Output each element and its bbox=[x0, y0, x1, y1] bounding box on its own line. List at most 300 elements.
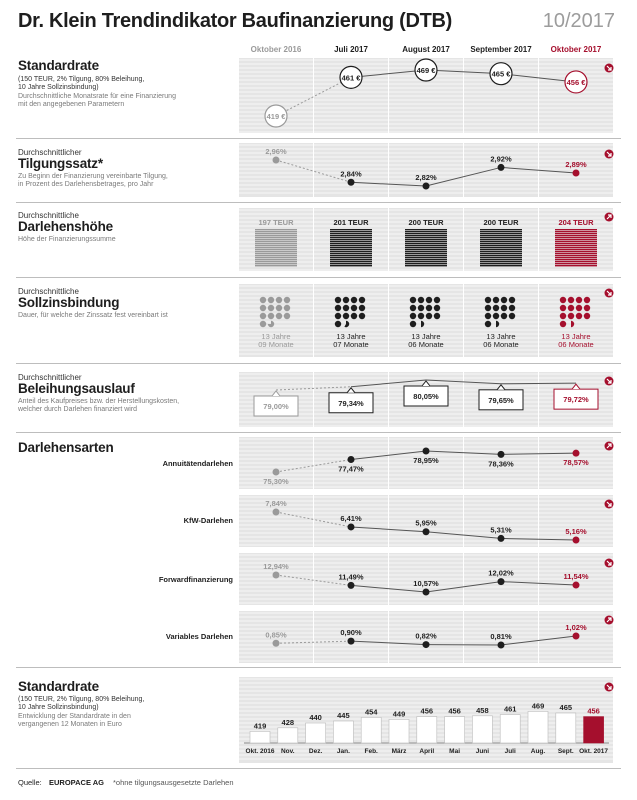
annuitaet-point-1 bbox=[348, 456, 355, 463]
sollzins-year-dot-0 bbox=[276, 305, 282, 311]
sollzins-year-dot-0 bbox=[260, 321, 266, 327]
darlehenshoehe-bar-4-line bbox=[555, 237, 597, 238]
standardrate2-bar-9 bbox=[500, 715, 520, 743]
tilgung-label-4: 2,89% bbox=[565, 160, 587, 169]
sollzins-year-dot-2 bbox=[410, 297, 416, 303]
tilgung-label-3: 2,92% bbox=[490, 154, 512, 164]
darlehenshoehe-bar-4-line bbox=[555, 235, 597, 236]
darlehenshoehe-bar-2-line bbox=[405, 235, 447, 236]
sollzins-year-dot-0 bbox=[268, 305, 274, 311]
darlehenshoehe-bar-3-line bbox=[480, 263, 522, 264]
darlehenshoehe-bar-3-line bbox=[480, 261, 522, 262]
darlehenshoehe-bar-3-line bbox=[480, 265, 522, 266]
darlehenshoehe-bar-4-line bbox=[555, 253, 597, 254]
darlehenshoehe-bar-1-line bbox=[330, 245, 372, 246]
sollzins-year-dot-3 bbox=[501, 313, 507, 319]
sollzins-years-label-1: 13 Jahre bbox=[336, 332, 366, 341]
darlehenshoehe-bar-4-line bbox=[555, 231, 597, 232]
sollzins-months-label-2: 06 Monate bbox=[408, 340, 444, 349]
standardrate2-tick-0: Okt. 2016 bbox=[245, 748, 275, 755]
variabel-point-0 bbox=[273, 640, 280, 647]
source-name: EUROPACE AG bbox=[49, 778, 105, 787]
darlehenshoehe-bar-1-line bbox=[330, 255, 372, 256]
darlehenshoehe-label-2: 200 TEUR bbox=[408, 218, 444, 227]
darlehenshoehe-bar-2-line bbox=[405, 245, 447, 246]
standardrate2-value-6: 456 bbox=[420, 706, 434, 716]
sollzins-year-dot-1 bbox=[351, 305, 357, 311]
sollzins-year-dot-4 bbox=[576, 313, 582, 319]
row-label-forward: Forwardfinanzierung bbox=[158, 575, 233, 584]
darlehenshoehe-bar-2-line bbox=[405, 261, 447, 262]
darlehenshoehe-bar-4-line bbox=[555, 261, 597, 262]
darlehenshoehe-bar-0-line bbox=[255, 231, 297, 232]
standardrate2-tick-9: Juli bbox=[504, 748, 516, 755]
tilgung-point-1 bbox=[348, 179, 355, 186]
darlehenshoehe-pre: Durchschnittliche bbox=[18, 211, 79, 220]
annuitaet-label-2: 78,95% bbox=[413, 456, 439, 465]
standardrate-label-3: 465 € bbox=[491, 69, 511, 79]
sollzins-year-dot-2 bbox=[410, 305, 416, 311]
beleihung-desc-2: welcher durch Darlehen finanziert wird bbox=[18, 406, 138, 413]
forward-point-4 bbox=[573, 582, 580, 589]
beleihung-label-0: 79,00% bbox=[263, 402, 289, 411]
forward-point-3 bbox=[498, 578, 505, 585]
sollzins-title: Sollzinsbindung bbox=[18, 295, 120, 310]
darlehenshoehe-bar-3-line bbox=[480, 259, 522, 260]
standardrate2-bar-4 bbox=[361, 717, 381, 743]
sollzins-year-dot-4 bbox=[560, 313, 566, 319]
footnote: *ohne tilgungsausgesetzte Darlehen bbox=[113, 778, 234, 787]
standardrate2-tick-10: Aug. bbox=[530, 748, 546, 755]
sollzins-desc: Dauer, für welche der Zinssatz fest vereinbart ist bbox=[18, 312, 168, 319]
darlehenshoehe-bar-1-line bbox=[330, 241, 372, 242]
sollzins-pre: Durchschnittliche bbox=[18, 287, 79, 296]
standardrate2-value-8: 458 bbox=[476, 705, 489, 715]
darlehenshoehe-bar-2-line bbox=[405, 253, 447, 254]
sollzins-months-label-1: 07 Monate bbox=[333, 340, 369, 349]
darlehenshoehe-bar-3-line bbox=[480, 229, 522, 230]
kfw-label-0: 7,84% bbox=[265, 499, 287, 508]
beleihung-label-4: 79,72% bbox=[563, 395, 589, 405]
variabel-point-3 bbox=[498, 642, 505, 649]
tilgung-point-3 bbox=[498, 164, 505, 171]
sollzins-year-dot-4 bbox=[560, 297, 566, 303]
sollzins-year-dot-1 bbox=[335, 321, 341, 327]
darlehenshoehe-label-1: 201 TEUR bbox=[333, 218, 369, 227]
darlehenshoehe-bar-0-line bbox=[255, 235, 297, 236]
standardrate2-value-7: 456 bbox=[448, 706, 461, 716]
page-title: Dr. Klein Trendindikator Baufinanzierung (DTB) bbox=[18, 10, 453, 32]
standardrate-label-2: 469 € bbox=[416, 66, 436, 75]
standardrate2-value-9: 461 bbox=[503, 704, 517, 714]
darlehenshoehe-bar-4-line bbox=[555, 259, 597, 260]
darlehenshoehe-bar-2-line bbox=[405, 229, 447, 230]
standardrate2-desc-1: Entwicklung der Standardrate in den bbox=[18, 713, 131, 720]
darlehenshoehe-bar-2-line bbox=[405, 265, 447, 266]
darlehenshoehe-bar-4-line bbox=[555, 233, 597, 234]
variabel-label-4: 1,02% bbox=[565, 623, 587, 632]
sollzins-year-dot-0 bbox=[268, 313, 274, 319]
darlehenshoehe-bar-2-line bbox=[405, 243, 447, 244]
tilgung-pre: Durchschnittlicher bbox=[18, 148, 82, 157]
column-header-sep-2017: September 2017 bbox=[470, 45, 532, 54]
sollzins-year-dot-4 bbox=[568, 305, 574, 311]
darlehenshoehe-bar-0-line bbox=[255, 243, 297, 244]
forward-label-4: 11,54% bbox=[563, 572, 589, 582]
darlehenshoehe-bar-3-line bbox=[480, 237, 522, 238]
standardrate2-tick-12: Okt. 2017 bbox=[579, 748, 609, 755]
sollzins-year-dot-4 bbox=[568, 313, 574, 319]
tilgung-label-2: 2,82% bbox=[415, 173, 437, 182]
sollzins-year-dot-0 bbox=[284, 313, 290, 319]
sollzins-year-dot-4 bbox=[560, 305, 566, 311]
darlehenshoehe-bar-1-line bbox=[330, 263, 372, 264]
beleihung-title: Beleihungsauslauf bbox=[18, 381, 135, 396]
darlehenshoehe-bar-1-line bbox=[330, 239, 372, 240]
row-label-variabel: Variables Darlehen bbox=[165, 632, 233, 641]
beleihung-line-segment-3 bbox=[501, 383, 576, 384]
darlehenshoehe-bar-3-line bbox=[480, 253, 522, 254]
darlehenshoehe-bar-1-line bbox=[330, 249, 372, 250]
sollzins-year-dot-3 bbox=[501, 305, 507, 311]
sollzins-year-dot-2 bbox=[418, 297, 424, 303]
sollzins-year-dot-2 bbox=[410, 313, 416, 319]
sollzins-year-dot-3 bbox=[493, 297, 499, 303]
standardrate-label-0: 419 € bbox=[266, 112, 286, 121]
sollzins-year-dot-2 bbox=[410, 321, 416, 327]
sollzins-years-label-4: 13 Jahre bbox=[561, 332, 591, 341]
darlehenshoehe-bar-3-line bbox=[480, 249, 522, 250]
tilgung-point-2 bbox=[423, 183, 430, 190]
darlehenshoehe-bar-4-line bbox=[555, 241, 597, 242]
sollzins-months-label-3: 06 Monate bbox=[483, 340, 519, 349]
column-header-jul-2017: Juli 2017 bbox=[334, 45, 368, 54]
standardrate2-tick-1: Nov. bbox=[280, 748, 295, 755]
sollzins-year-dot-3 bbox=[501, 297, 507, 303]
darlehenshoehe-bar-3-line bbox=[480, 257, 522, 258]
sollzins-year-dot-3 bbox=[509, 297, 515, 303]
darlehenshoehe-bar-1-line bbox=[330, 235, 372, 236]
standardrate-desc-2: mit den angegebenen Parametern bbox=[18, 101, 125, 108]
darlehenshoehe-bar-0-line bbox=[255, 255, 297, 256]
source-label: Quelle: bbox=[18, 778, 42, 787]
darlehensarten-title: Darlehensarten bbox=[18, 440, 114, 455]
sollzins-year-dot-3 bbox=[485, 305, 491, 311]
variabel-label-2: 0,82% bbox=[415, 631, 437, 641]
standardrate2-value-1: 428 bbox=[281, 717, 295, 727]
standardrate2-sub-2: 10 Jahre Sollzinsbindung) bbox=[18, 704, 99, 711]
beleihung-pre: Durchschnittlicher bbox=[18, 373, 82, 382]
variabel-label-0: 0,85% bbox=[265, 630, 287, 640]
darlehenshoehe-bar-0-line bbox=[255, 247, 297, 248]
darlehenshoehe-bar-0-line bbox=[255, 237, 297, 238]
darlehenshoehe-bar-2-line bbox=[405, 241, 447, 242]
darlehenshoehe-bar-4-line bbox=[555, 247, 597, 248]
darlehenshoehe-bar-4-line bbox=[555, 239, 597, 240]
sollzins-year-dot-2 bbox=[426, 297, 432, 303]
sollzins-year-dot-1 bbox=[343, 313, 349, 319]
darlehenshoehe-bar-3-line bbox=[480, 241, 522, 242]
standardrate2-tick-8: Juni bbox=[475, 748, 490, 755]
sollzins-year-dot-4 bbox=[576, 297, 582, 303]
standardrate2-bar-2 bbox=[306, 723, 326, 743]
tilgung-point-0 bbox=[273, 157, 280, 164]
standardrate2-value-2: 440 bbox=[309, 713, 322, 722]
forward-label-0: 12,94% bbox=[263, 562, 289, 571]
sollzins-year-dot-2 bbox=[434, 313, 440, 319]
sollzins-year-dot-0 bbox=[260, 305, 266, 311]
sollzins-year-dot-1 bbox=[343, 297, 349, 303]
standardrate2-bar-3 bbox=[333, 721, 353, 743]
darlehenshoehe-bar-0-line bbox=[255, 249, 297, 250]
row-label-annuitaet: Annuitätendarlehen bbox=[162, 459, 233, 468]
darlehenshoehe-bar-4-line bbox=[555, 243, 597, 244]
standardrate2-value-12: 456 bbox=[587, 706, 600, 716]
darlehenshoehe-bar-4-line bbox=[555, 263, 597, 264]
beleihung-desc-1: Anteil des Kaufpreises bzw. der Herstellungskosten, bbox=[18, 398, 180, 405]
sollzins-year-dot-3 bbox=[509, 313, 515, 319]
darlehenshoehe-bar-4-line bbox=[555, 265, 597, 266]
variabel-label-3: 0,81% bbox=[490, 632, 512, 641]
darlehenshoehe-bar-2-line bbox=[405, 233, 447, 234]
sollzins-months-label-4: 06 Monate bbox=[558, 340, 594, 349]
darlehenshoehe-bar-1-line bbox=[330, 229, 372, 230]
standardrate2-tick-5: März bbox=[391, 748, 407, 755]
darlehenshoehe-bar-2-line bbox=[405, 239, 447, 240]
standardrate2-value-4: 454 bbox=[364, 707, 378, 717]
forward-point-0 bbox=[273, 572, 280, 579]
annuitaet-label-3: 78,36% bbox=[488, 459, 514, 469]
sollzins-year-dot-1 bbox=[335, 297, 341, 303]
sollzins-year-dot-3 bbox=[493, 313, 499, 319]
sollzins-year-dot-2 bbox=[418, 305, 424, 311]
variabel-point-4 bbox=[573, 633, 580, 640]
standardrate2-tick-7: Mai bbox=[449, 748, 461, 755]
standardrate-sub-1: (150 TEUR, 2% Tilgung, 80% Beleihung, bbox=[18, 76, 145, 83]
standardrate2-value-10: 469 bbox=[531, 701, 545, 711]
darlehenshoehe-bar-1-line bbox=[330, 257, 372, 258]
darlehenshoehe-bar-4-line bbox=[555, 249, 597, 250]
darlehenshoehe-bar-0-line bbox=[255, 261, 297, 262]
tilgung-point-4 bbox=[573, 170, 580, 177]
sollzins-year-dot-1 bbox=[359, 313, 365, 319]
sollzins-year-dot-1 bbox=[335, 313, 341, 319]
darlehenshoehe-bar-3-line bbox=[480, 255, 522, 256]
sollzins-year-dot-0 bbox=[284, 297, 290, 303]
darlehenshoehe-bar-2-line bbox=[405, 263, 447, 264]
darlehenshoehe-bar-2-line bbox=[405, 255, 447, 256]
tilgung-label-1: 2,84% bbox=[340, 169, 362, 179]
sollzins-year-dot-1 bbox=[351, 297, 357, 303]
darlehenshoehe-label-0: 197 TEUR bbox=[258, 218, 294, 227]
darlehenshoehe-bar-3-line bbox=[480, 233, 522, 234]
darlehenshoehe-bar-0-line bbox=[255, 253, 297, 254]
darlehenshoehe-bar-0-line bbox=[255, 233, 297, 234]
sollzins-year-dot-1 bbox=[359, 297, 365, 303]
kfw-label-2: 5,95% bbox=[415, 518, 437, 528]
darlehenshoehe-bar-3-line bbox=[480, 235, 522, 236]
annuitaet-point-3 bbox=[498, 451, 505, 458]
beleihung-label-1: 79,34% bbox=[338, 398, 364, 408]
darlehenshoehe-bar-2-line bbox=[405, 259, 447, 260]
sollzins-year-dot-1 bbox=[359, 305, 365, 311]
kfw-label-4: 5,16% bbox=[565, 527, 587, 536]
darlehenshoehe-bar-3-line bbox=[480, 251, 522, 252]
standardrate2-tick-11: Sept. bbox=[557, 748, 574, 755]
standardrate2-title: Standardrate bbox=[18, 679, 99, 694]
darlehenshoehe-bar-0-line bbox=[255, 239, 297, 240]
variabel-point-2 bbox=[423, 641, 430, 648]
annuitaet-point-4 bbox=[573, 450, 580, 457]
darlehenshoehe-bar-0-line bbox=[255, 259, 297, 260]
darlehenshoehe-desc: Höhe der Finanzierungssumme bbox=[18, 236, 116, 243]
darlehenshoehe-bar-2-line bbox=[405, 257, 447, 258]
sollzins-year-dot-1 bbox=[343, 305, 349, 311]
sollzins-year-dot-3 bbox=[485, 321, 491, 327]
darlehenshoehe-bar-2-line bbox=[405, 247, 447, 248]
darlehenshoehe-bar-2-line bbox=[405, 251, 447, 252]
sollzins-year-dot-2 bbox=[426, 305, 432, 311]
darlehenshoehe-bar-1-line bbox=[330, 231, 372, 232]
standardrate2-bar-7 bbox=[445, 717, 465, 743]
annuitaet-label-0: 75,30% bbox=[263, 477, 289, 486]
standardrate2-bar-11 bbox=[556, 713, 576, 743]
darlehenshoehe-bar-0-line bbox=[255, 263, 297, 264]
darlehenshoehe-bar-0-line bbox=[255, 257, 297, 258]
sollzins-year-dot-3 bbox=[493, 305, 499, 311]
sollzins-year-dot-4 bbox=[584, 313, 590, 319]
sollzins-year-dot-4 bbox=[576, 305, 582, 311]
darlehenshoehe-bar-4-line bbox=[555, 229, 597, 230]
variabel-label-1: 0,90% bbox=[340, 628, 362, 638]
darlehenshoehe-bar-1-line bbox=[330, 251, 372, 252]
standardrate2-tick-2: Dez. bbox=[308, 748, 323, 755]
standardrate-title: Standardrate bbox=[18, 58, 99, 73]
darlehenshoehe-bar-0-line bbox=[255, 251, 297, 252]
darlehenshoehe-bar-1-line bbox=[330, 243, 372, 244]
annuitaet-point-2 bbox=[423, 448, 430, 455]
sollzins-year-dot-3 bbox=[485, 297, 491, 303]
report-date: 10/2017 bbox=[542, 10, 615, 32]
darlehenshoehe-bar-4-line bbox=[555, 255, 597, 256]
sollzins-years-label-2: 13 Jahre bbox=[411, 332, 441, 341]
sollzins-year-dot-0 bbox=[268, 297, 274, 303]
column-header-aug-2017: August 2017 bbox=[402, 45, 450, 54]
forward-point-2 bbox=[423, 589, 430, 596]
annuitaet-point-0 bbox=[273, 469, 280, 476]
sollzins-year-dot-2 bbox=[426, 313, 432, 319]
beleihung-label-3: 79,65% bbox=[488, 395, 514, 405]
darlehenshoehe-bar-4-line bbox=[555, 251, 597, 252]
tilgung-desc-2: in Prozent des Darlehensbetrages, pro Jahr bbox=[18, 181, 154, 188]
darlehenshoehe-bar-1-line bbox=[330, 233, 372, 234]
darlehenshoehe-bar-2-line bbox=[405, 237, 447, 238]
standardrate2-bar-6 bbox=[417, 717, 437, 743]
standardrate2-desc-2: vergangenen 12 Monaten in Euro bbox=[18, 721, 122, 728]
darlehenshoehe-bar-0-line bbox=[255, 265, 297, 266]
sollzins-year-dot-2 bbox=[434, 297, 440, 303]
standardrate2-bar-8 bbox=[472, 716, 492, 743]
darlehenshoehe-title: Darlehenshöhe bbox=[18, 219, 113, 234]
standardrate2-sub-1: (150 TEUR, 2% Tilgung, 80% Beleihung, bbox=[18, 696, 145, 703]
standardrate2-bar-5 bbox=[389, 719, 409, 743]
standardrate-sub-2: 10 Jahre Sollzinsbindung) bbox=[18, 84, 99, 91]
sollzins-year-dot-4 bbox=[584, 297, 590, 303]
standardrate2-value-3: 445 bbox=[337, 711, 350, 720]
forward-label-3: 12,02% bbox=[488, 568, 514, 578]
darlehenshoehe-bar-3-line bbox=[480, 247, 522, 248]
sollzins-year-dot-3 bbox=[485, 313, 491, 319]
kfw-point-1 bbox=[348, 523, 355, 530]
darlehenshoehe-bar-1-line bbox=[330, 237, 372, 238]
standardrate2-value-11: 465 bbox=[559, 703, 573, 712]
sollzins-year-dot-0 bbox=[260, 313, 266, 319]
annuitaet-label-4: 78,57% bbox=[563, 458, 589, 468]
darlehenshoehe-label-4: 204 TEUR bbox=[558, 218, 594, 227]
sollzins-year-dot-1 bbox=[335, 305, 341, 311]
sollzins-year-dot-4 bbox=[560, 321, 566, 327]
forward-label-1: 11,49% bbox=[338, 572, 364, 582]
darlehenshoehe-bar-0-line bbox=[255, 245, 297, 246]
darlehenshoehe-label-3: 200 TEUR bbox=[483, 218, 519, 227]
sollzins-months-label-0: 09 Monate bbox=[258, 340, 294, 349]
standardrate2-bar-0 bbox=[250, 731, 270, 743]
annuitaet-label-1: 77,47% bbox=[338, 464, 364, 474]
darlehenshoehe-bar-4-line bbox=[555, 245, 597, 246]
darlehenshoehe-bar-1-line bbox=[330, 261, 372, 262]
sollzins-years-label-3: 13 Jahre bbox=[486, 332, 516, 341]
darlehenshoehe-bar-2-line bbox=[405, 231, 447, 232]
darlehenshoehe-bar-0-line bbox=[255, 229, 297, 230]
sollzins-year-dot-2 bbox=[418, 313, 424, 319]
tilgung-label-0: 2,96% bbox=[265, 147, 287, 156]
kfw-point-3 bbox=[498, 535, 505, 542]
forward-point-1 bbox=[348, 582, 355, 589]
darlehenshoehe-bar-0-line bbox=[255, 241, 297, 242]
darlehenshoehe-bar-3-line bbox=[480, 231, 522, 232]
sollzins-year-dot-3 bbox=[509, 305, 515, 311]
kfw-point-2 bbox=[423, 528, 430, 535]
sollzins-year-dot-0 bbox=[276, 297, 282, 303]
darlehenshoehe-bar-2-line bbox=[405, 249, 447, 250]
standardrate-desc-1: Durchschnittliche Monatsrate für eine Finanzierung bbox=[18, 93, 176, 100]
sollzins-year-dot-1 bbox=[351, 313, 357, 319]
sollzins-year-dot-0 bbox=[284, 305, 290, 311]
standardrate-label-4: 456 € bbox=[566, 77, 586, 87]
standardrate2-value-0: 419 bbox=[253, 721, 267, 731]
darlehenshoehe-bar-3-line bbox=[480, 239, 522, 240]
beleihung-label-2: 80,05% bbox=[413, 392, 439, 401]
standardrate2-bar-12 bbox=[584, 717, 604, 743]
darlehenshoehe-bar-3-line bbox=[480, 243, 522, 244]
standardrate2-tick-6: April bbox=[419, 748, 435, 755]
standardrate2-tick-4: Feb. bbox=[364, 748, 378, 755]
sollzins-year-dot-2 bbox=[434, 305, 440, 311]
tilgung-desc-1: Zu Beginn der Finanzierung vereinbarte Tilgung, bbox=[18, 173, 168, 180]
column-header-oct-2017: Oktober 2017 bbox=[550, 45, 602, 54]
darlehenshoehe-bar-3-line bbox=[480, 245, 522, 246]
darlehenshoehe-bar-1-line bbox=[330, 247, 372, 248]
column-header-oct-2016: Oktober 2016 bbox=[250, 45, 302, 54]
tilgung-title: Tilgungssatz* bbox=[18, 156, 103, 171]
sollzins-year-dot-4 bbox=[568, 297, 574, 303]
darlehenshoehe-bar-4-line bbox=[555, 257, 597, 258]
standardrate2-value-5: 449 bbox=[392, 709, 406, 719]
standardrate2-bar-10 bbox=[528, 711, 548, 743]
darlehenshoehe-bar-1-line bbox=[330, 253, 372, 254]
variabel-point-1 bbox=[348, 638, 355, 645]
standardrate2-tick-3: Jan. bbox=[336, 748, 350, 755]
